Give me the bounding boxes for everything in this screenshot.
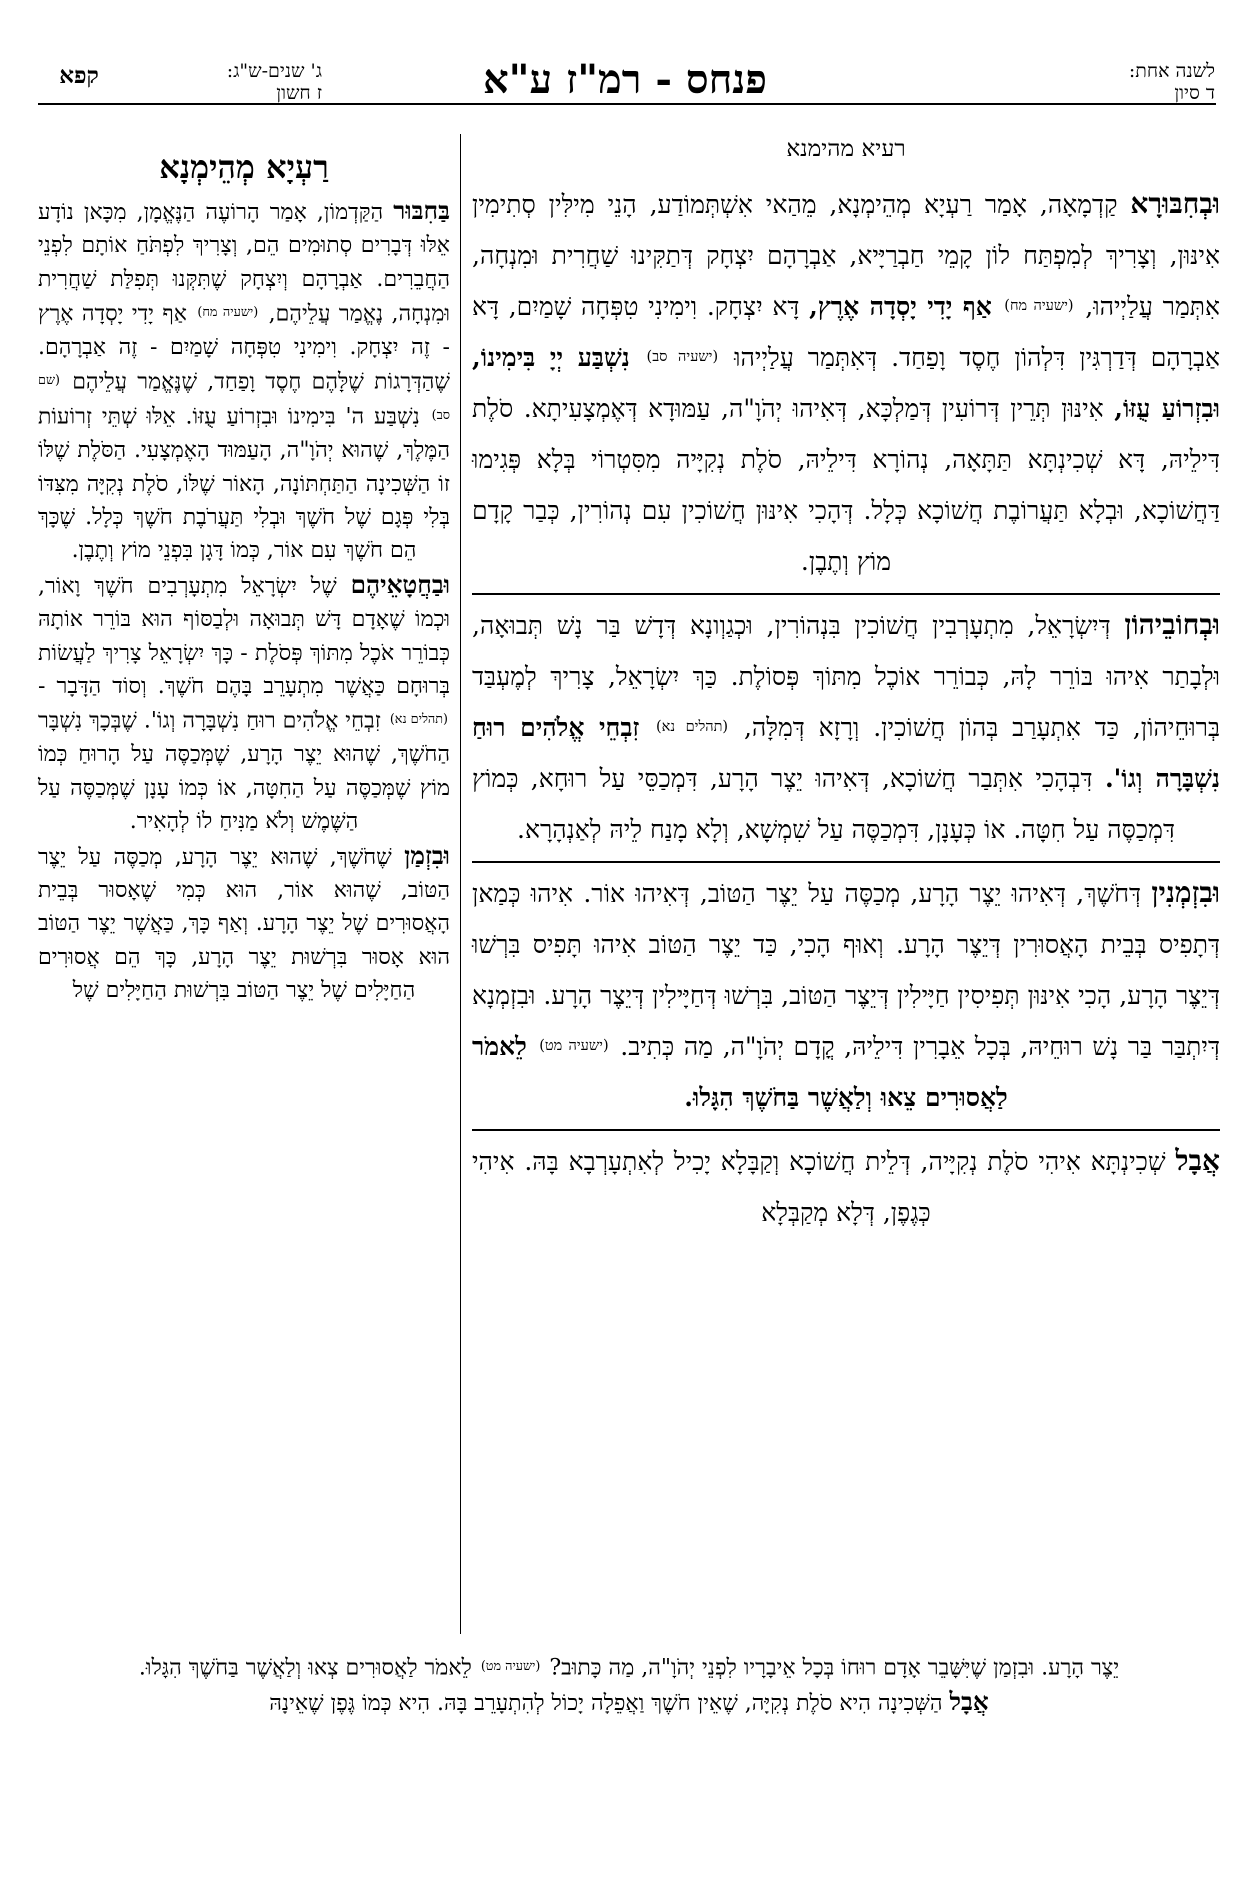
- bottom-paragraphs: [38, 1650, 1220, 1721]
- main-column: [472, 134, 1220, 1244]
- paragraph: [38, 194, 450, 568]
- page-number: קפא: [59, 62, 99, 89]
- translation-paragraphs: [38, 194, 450, 1008]
- text-segment: הַקַּדְמוֹן, אָמַר הָרוֹעֶה הַנֶּאֱמָן, מִכָּאן נוֹדָע אֵלּוּ דְּבָרִים סְתוּמִים הֵם, וְצָרִיךְ לִפְתֹּחַ אוֹתָם לִפְנֵי הַחֲבֵרִים. אַבְרָהָם וְיִצְחָק שֶׁתִּקְּנוּ תְּפִלַּת שַׁחֲרִית וּמִנְחָה, נֶאֱמַר עֲלֵיהֶם,: [38, 200, 450, 327]
- text-segment: שְׁכִינְתָּא אִיהִי סֹלֶת נְקִיָּיה, דְּלֵית חֲשׁוֹכָא וְקַבָּלָא יָכִיל לְאִתְעָרְבָא בָּהּ. אִיהִי כְּגֶפֶן, דְּלָא מְקַבְּלָא: [472, 1147, 1176, 1228]
- text-segment: אִינּוּן תְּרֵין דְּרוֹעִין דְּמַלְכָּא, דְּאִיהוּ יְהֹוָ"ה, עַמּוּדָא דְּאֶמְצָעִיתָא. סֹלֶת דִּילֵיהּ, דָּא שְׁכִינְתָּא תַּתָּאָה, נְהוֹרָא דִּילֵיהּ, סֹלֶת נְקִיָּיה מִסִּטְרוֹי בְּלָא פְּגִימוּ דַּחֲשׁוֹכָא, וּבְלָא תַּעֲרוֹבֶת חֲשׁוֹכָא כְּלָל. דְּהָכִי אִינּוּן חֲשׁוֹכִין עִם נְהוֹרִין, כְּבַר קָדָם מוֹץ וְתֶבֶן.: [472, 394, 1220, 577]
- source-reference: (ישעיה סב): [646, 349, 719, 366]
- translation-section-heading: רַעְיָא מְהֵימְנָא: [159, 148, 329, 186]
- column-divider: [460, 134, 461, 1634]
- source-reference: (ישעיה מט): [539, 1038, 609, 1055]
- paragraph-lead-word: אֲבָל: [949, 1687, 989, 1717]
- paragraph: [38, 1650, 1220, 1685]
- three-year-label: ג' שנים-ש"ג:: [226, 60, 322, 82]
- paragraph-lead-word: וּבְחִבּוּרָא: [1130, 187, 1220, 220]
- paragraph: [472, 861, 1220, 1123]
- paragraph-lead-word: וּבִזְמַן: [404, 840, 450, 870]
- text-segment: דִּבְהָכִי אִתְּבַר חֲשׁוֹכָא, דְּאִיהוּ יֵצֶר הָרָע, דִּמְכַסֵּי עַל רוּחָא, כְּמוֹץ דִּמְכַסֶּה עַל חִטָּה. אוֹ כְּעָנָן, דִּמְכַסֶּה עַל שִׁמְשָׁא, וְלָא מָנַח לֵיהּ לְאַנְהָרָא.: [472, 764, 1175, 845]
- paragraph: [472, 178, 1220, 587]
- paragraph-lead-word: אֲבָל: [1175, 1144, 1220, 1178]
- source-reference: (ישעיה מט): [480, 1659, 541, 1674]
- paragraph-lead-word: בַּחִבּוּר: [393, 196, 450, 225]
- header-divider: [38, 103, 1216, 105]
- source-reference: (תהלים נא): [656, 719, 729, 736]
- paragraph-lead-word: וּבְחוֹבֵיהוֹן: [1124, 608, 1220, 642]
- verse-quote: זִבְחֵי אֱלֹהִים רוּחַ נִשְׁבָּרָה וְגוֹ'.: [472, 713, 1220, 794]
- text-segment: הַשְּׁכִינָה הִיא סֹלֶת נְקִיָּה, שֶׁאֵין חֹשֶׁךְ וַאֲפֵלָה יָכוֹל לְהִתְעָרֵב בָּהּ. הִיא כְּמוֹ גֶּפֶן שֶׁאֵינָהּ: [269, 1691, 950, 1717]
- text-segment: זִבְחֵי אֱלֹהִים רוּחַ נִשְׁבָּרָה וְגוֹ'. שֶׁבְּכָךְ נִשְׁבָּר הַחֹשֶׁךְ, שֶׁהוּא יֵצֶר הָרָע, שֶׁמְּכַסֶּה עַל הָרוּחַ כְּמוֹ מוֹץ שֶׁמְּכַסֶּה עַל הַחִטָּה, אוֹ כְּמוֹ עָנָן שֶׁמְּכַסֶּה עַל הַשֶּׁמֶשׁ וְלֹא מַנִּיחַ לוֹ לְהָאִיר.: [38, 708, 450, 835]
- one-year-label: לשנה אחת:: [1128, 60, 1215, 82]
- paragraph: [472, 1129, 1220, 1238]
- source-reference: (ישעיה מח): [197, 305, 259, 321]
- paragraph-lead-word: וּבִזְמְנִין: [1151, 876, 1220, 910]
- paragraph-lead-word: וּבַחֲטָאֵיהֶם: [350, 569, 450, 599]
- text-segment: קַדְמָאָה, אָמַר רַעְיָא מְהֵימְנָא, מֵהַאי אִשְׁתְּמוֹדַע, הָנֵי מִילִּין סְתִימִין אִינּוּן, וְצָרִיךְ לְמִפְתַּח לוֹן קָמֵי חַבְרַיָּיא, אַבְרָהָם יִצְחָק דְּתַקִּינוּ שַׁחֲרִית וּמִנְחָה, אִתְּמַר עֲלַיְיהוּ,: [472, 190, 1221, 322]
- text-segment: לֵאמֹר לַאֲסוּרִים צְאוּ וְלַאֲשֶׁר בַּחֹשֶׁךְ הִגָּלוּ.: [138, 1655, 479, 1681]
- verse-quote: נִשְׁבַּע יְיָ בִּימִינוֹ, וּבִזְרוֹעַ עֻזּוֹ,: [472, 343, 1220, 424]
- text-segment: דְּיִשְׂרָאֵל, מִתְעָרְבִין חֲשׁוֹכִין בִּנְהוֹרִין, וּכְגַוְונָא דְּדָשׁ בַּר נָשׁ תְּבוּאָה, וּלְבָתַר אִיהוּ בּוֹרֵר לָהּ, כְּבוֹרֵר אוֹכֶל מִתּוֹךְ פְּסוֹלֶת. כַּךְ יִשְׂרָאֵל, צָרִיךְ לְמֶעְבַּד בְּרוּחֵיהוֹן, כַּד אִתְעָרַב בְּהוֹן חֲשׁוֹכִין. וְרָזָא דְּמִלָּה,: [472, 611, 1220, 743]
- paragraph: [472, 593, 1220, 855]
- paragraph: [38, 1685, 1220, 1721]
- main-section-heading: רעיא מהימנא: [786, 136, 906, 162]
- translation-column: [38, 148, 450, 1008]
- text-segment: אַף יָדִי יָסְדָה אֶרֶץ - זֶה יִצְחָק. וִימִינִי טִפְּחָה שָׁמַיִם - זֶה אַבְרָהָם. שֶׁהַדְּרָגוֹת שֶׁלָּהֶם חֶסֶד וָפַחַד, שֶׁנֶּאֱמַר עֲלֵיהֶם: [38, 301, 450, 395]
- verse-quote: לֵאמֹר לַאֲסוּרִים צֵאוּ וְלַאֲשֶׁר בַּחֹשֶׁךְ הִגָּלוּ.: [472, 1032, 1008, 1113]
- paragraph: [38, 568, 450, 839]
- text-segment: דְּחֹשֶׁךְ, דְּאִיהוּ יֵצֶר הָרָע, מְכַסֶּה עַל יֵצֶר הַטּוֹב, דְּאִיהוּ אוֹר. אִיהוּ כְּמַאן דְּתָפִיס בְּבֵית הָאֲסוּרִין דְּיֵצֶר הָרָע. וְאוּף הָכִי, כַּד יֵצֶר הַטּוֹב אִיהוּ תָּפִיס בִּרְשׁוּ דְּיֵצֶר הָרָע, הָכִי אִינּוּן תְּפִיסִין חַיָּילִין דְּיֵצֶר הַטּוֹב, בִּרְשׁוּ דְּחַיָּילִין דְּיֵצֶר הָרָע. וּבִזְמְנָא דְּיִתְבַּר בַּר נָשׁ רוּחֵיהּ, בְּכָל אֵבָרִין דִּילֵיהּ, קֳדָם יְהֹוָ"ה, מַה כְּתִיב.: [472, 879, 1220, 1062]
- text-segment: נִשְׁבַּע ה' בִּימִינוֹ וּבִזְרוֹעַ עֻזּוֹ. אֵלּוּ שְׁתֵּי זְרוֹעוֹת הַמֶּלֶךְ, שֶׁהוּא יְהֹוָ"ה, הָעַמּוּד הָאֶמְצָעִי. הַסֹּלֶת שֶׁלּוֹ זוֹ הַשְּׁכִינָה הַתַּחְתּוֹנָה, הָאוֹר שֶׁלּוֹ, סֹלֶת נְקִיָּה מִצִּדּוֹ בְּלִי פְּגָם שֶׁל חֹשֶׁךְ וּבְלִי תַּעֲרֹבֶת חֹשֶׁךְ כְּלָל. שֶׁכָּךְ הֵם חֹשֶׁךְ עִם אוֹר, כְּמוֹ דָּגָן בִּפְנֵי מוֹץ וְתֶבֶן.: [38, 404, 450, 564]
- bottom-translation-continuation: [38, 1650, 1220, 1721]
- text-segment: דָּא יִצְחָק. וִימִינִי טִפְּחָה שָׁמַיִם, דָּא אַבְרָהָם דְּדַרְגִּין דִּלְהוֹן חֶסֶד וָפַחַד. דְּאִתְּמַר עֲלַיְיהוּ: [472, 292, 1221, 373]
- three-year-date: ז חשון: [276, 82, 322, 104]
- one-year-date: ד סיון: [1174, 82, 1215, 104]
- header-one-year-schedule: [1015, 60, 1215, 104]
- source-reference: (ישעיה מח): [1004, 298, 1074, 314]
- paragraph: [38, 839, 450, 1008]
- text-segment: שֶׁחֹשֶׁךְ, שֶׁהוּא יֵצֶר הָרָע, מְכַסֶּה עַל יֵצֶר הַטּוֹב, שֶׁהוּא אוֹר, הוּא כְּמִי שֶׁאָסוּר בְּבֵית הָאֲסוּרִים שֶׁל יֵצֶר הָרָע. וְאַף כָּךְ, כַּאֲשֶׁר יֵצֶר הַטּוֹב הוּא אָסוּר בִּרְשׁוּת יֵצֶר הָרָע, כָּךְ הֵם אֲסוּרִים הַחַיָּלִים שֶׁל יֵצֶר הַטּוֹב בִּרְשׁוּת הַחַיָּלִים שֶׁל: [38, 844, 450, 1004]
- main-paragraphs: [472, 178, 1220, 1238]
- source-reference: (תהלים נא): [389, 712, 449, 728]
- text-segment: יֵצֶר הָרָע. וּבִזְמַן שֶׁיִּשָּׁבֵר אָדָם רוּחוֹ בְּכָל אֵיבָרָיו לִפְנֵי יְהֹוָ"ה, מַה כָּתוּב?: [542, 1655, 1120, 1681]
- header-three-year-schedule: [122, 60, 322, 104]
- source-reference: (שם סב): [38, 373, 450, 424]
- verse-quote: אַף יָדִי יָסְדָה אֶרֶץ,: [809, 292, 1003, 322]
- page-title: פנחס - רמ"ז ע"א: [482, 56, 768, 103]
- text-segment: שֶׁל יִשְׂרָאֵל מִתְעָרְבִים חֹשֶׁךְ וָאוֹר, וּכְמוֹ שֶׁאָדָם דָּשׁ תְּבוּאָה וּלְבַסּוֹף הוּא בּוֹרֵר אוֹתָהּ כְּבוֹרֵר אֹכֶל מִתּוֹךְ פְּסֹלֶת - כָּךְ יִשְׂרָאֵל צָרִיךְ לַעֲשׂוֹת בְּרוּחָם כַּאֲשֶׁר מִתְעָרֵב בָּהֶם חֹשֶׁךְ. וְסוֹד הַדָּבָר -: [38, 573, 450, 700]
